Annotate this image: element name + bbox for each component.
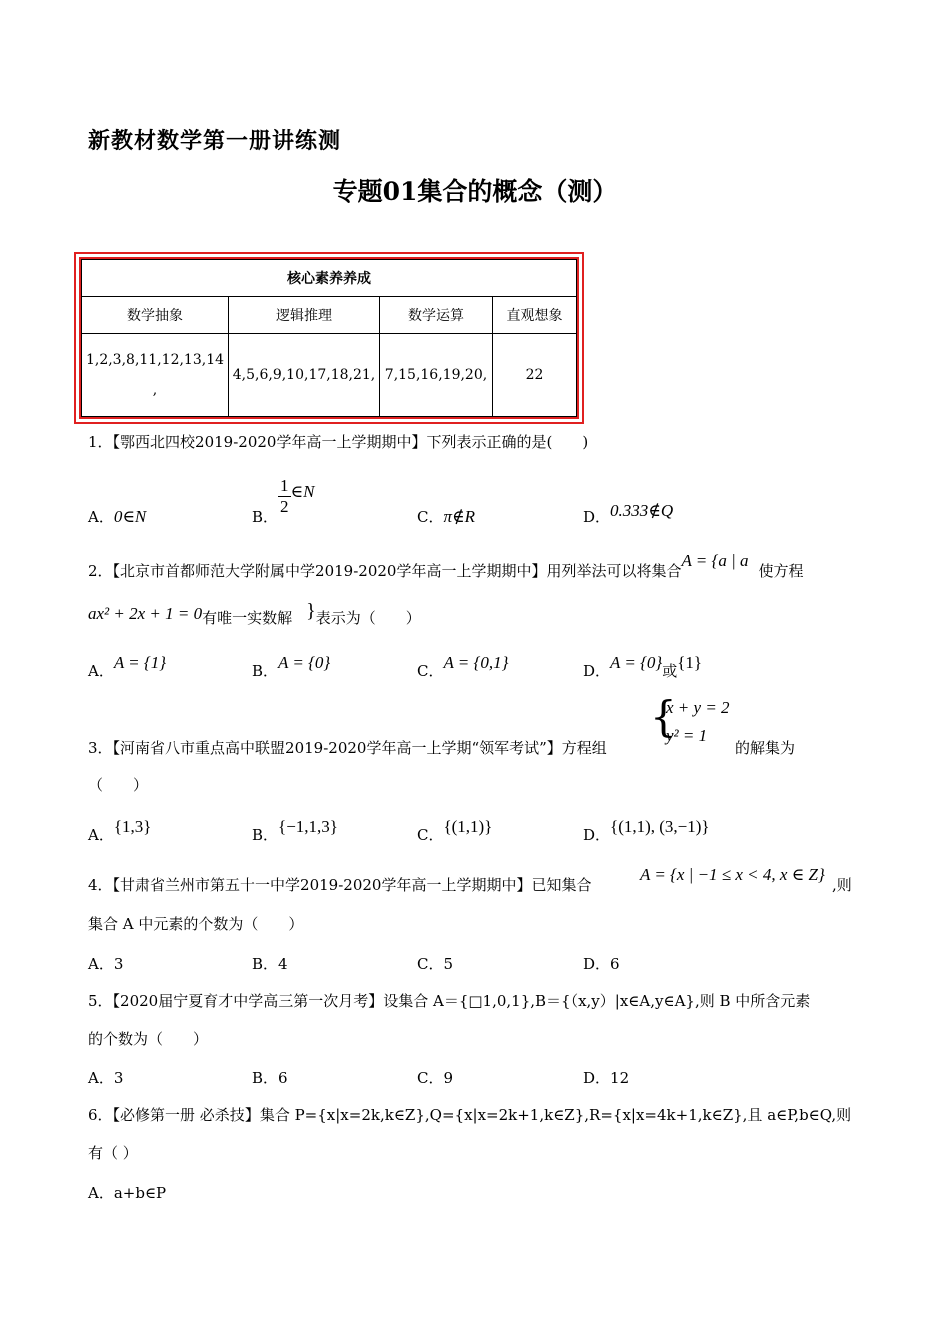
option-value: ∈N [290,482,315,501]
option-value: 12 [610,1069,630,1087]
q3-option-d[interactable] [583,816,710,844]
option-label: D． [583,508,611,526]
option-value: 3 [113,955,124,973]
q1-option-c[interactable] [417,506,475,527]
left-brace: { [650,692,677,741]
option-label: B． [252,955,279,973]
option-value: A = {0} [278,653,331,672]
option-label: D． [583,826,611,844]
option-label: B． [252,662,279,680]
option-label: D． [583,955,611,973]
q4-option-c[interactable] [417,953,453,974]
option-value: 3 [113,1069,124,1087]
question-4-stem-cont: ,则 [832,876,852,894]
q1-option-a[interactable] [88,506,146,527]
q2-option-a[interactable] [88,652,166,680]
option-label: C． [417,955,444,973]
question-3-stem: 3．【河南省八市重点高中联盟2019-2020学年高一上学期“领军考试”】方程组 [88,739,607,757]
option-label: C． [417,508,444,526]
option-value: 6 [610,955,620,973]
option-value: {−1,1,3} [278,817,338,836]
question-4-stem: 4．【甘肃省兰州市第五十一中学2019-2020学年高一上学期期中】已知集合 [88,876,592,894]
option-label: D． [583,662,611,680]
option-label: C． [417,662,444,680]
q5-option-c[interactable] [417,1067,453,1088]
option-value: A = {0} [610,653,663,672]
option-value: {1} [677,653,703,672]
close-brace: } [306,600,316,622]
option-label: A． [88,662,114,680]
option-label: C． [417,826,444,844]
q4-option-b[interactable] [252,953,288,974]
question-6-stem: 6．【必修第一册 必杀技】集合 P={x|x=2k,k∈Z},Q={x|x=2k+1,k∈Z},R={x|x=4k+1,k∈Z},且 a∈P,b∈Q,则 [88,1106,852,1124]
column-header: 逻辑推理 [229,297,380,334]
option-label: B． [252,826,279,844]
question-6-stem-line2: 有（ ） [88,1144,138,1162]
equation: ax² + 2x + 1 = 0 [88,604,203,623]
option-value: 6 [278,1069,288,1087]
q3-option-a[interactable] [88,816,152,844]
table-cell [82,334,229,417]
series-header: 新教材数学第一册讲练测 [88,128,342,154]
column-header: 直观想象 [493,297,577,334]
option-value: 0.333∉Q [610,501,674,520]
table-cell: 7,15,16,19,20, [380,334,493,417]
q5-option-a[interactable] [88,1067,123,1088]
option-value: 5 [443,955,454,973]
option-label: D． [583,1069,611,1087]
q3-option-c[interactable] [417,816,493,844]
stem-text: 表示为（ ） [315,609,421,627]
q1-option-d[interactable] [583,500,674,526]
option-label: B． [252,508,279,526]
stem-text: 2．【北京市首都师范大学附属中学2019-2020学年高一上学期期中】用列举法可以将集合 [88,562,682,580]
option-value: π∉R [443,507,475,526]
q6-option-a[interactable] [88,1182,166,1203]
table-cell: 4,5,6,9,10,17,18,21, [229,334,380,417]
option-text: 或 [662,662,678,680]
q2-option-d[interactable] [583,652,703,680]
cell-text-extra: , [152,382,158,398]
option-label: A． [88,955,114,973]
q4-option-a[interactable] [88,953,123,974]
stem-text: 使方程 [758,562,804,580]
option-value: {(1,1), (3,−1)} [610,817,710,836]
table-cell: 22 [493,334,577,417]
system-eq-1: x + y = 2 [666,698,730,717]
q5-option-b[interactable] [252,1067,288,1088]
option-label: A． [88,1184,114,1202]
q1-option-b[interactable] [252,476,314,527]
q4-option-d[interactable] [583,953,620,974]
q2-option-c[interactable] [417,652,509,680]
question-1-stem: 1．【鄂西北四校2019-2020学年高一上学期期中】下列表示正确的是( ) [88,433,589,451]
option-value: {(1,1)} [443,817,493,836]
question-5-stem-line2: 的个数为（ ） [88,1030,209,1048]
option-value: {1,3} [113,817,152,836]
question-2-stem-cont [88,600,421,629]
core-competency-table-frame [74,252,584,424]
question-2-stem [88,551,868,582]
page-title: 专题01集合的概念（测） [332,177,618,206]
question-3-paren: （ ） [88,776,149,794]
column-header: 数学运算 [380,297,493,334]
option-label: A． [88,826,114,844]
option-value: a+b∈P [113,1184,167,1202]
option-label: B． [252,1069,279,1087]
option-label: A． [88,1069,114,1087]
stem-text: 有唯一实数解 [202,609,293,627]
q2-option-b[interactable] [252,652,331,680]
q3-option-b[interactable] [252,816,338,844]
question-5-stem: 5．【2020届宁夏育才中学高三第一次月考】设集合 A＝{□1,0,1},B＝{（x,y）|x∈A,y∈A},则 B 中所含元素 [88,992,811,1010]
question-4-stem-line2: 集合 A 中元素的个数为（ ） [88,915,304,933]
core-competency-table [81,259,577,417]
option-value: 0∈N [113,507,147,526]
option-value: A = {0,1} [443,653,509,672]
system-eq-2: y² = 1 [666,726,708,745]
column-header: 数学抽象 [82,297,229,334]
option-label: C． [417,1069,444,1087]
set-expression: A = {a | a [681,551,749,570]
option-value: 4 [278,955,288,973]
question-3-stem-cont: 的解集为 [735,739,796,757]
q5-option-d[interactable] [583,1067,629,1088]
table-caption: 核心素养养成 [82,260,577,297]
option-label: A． [88,508,114,526]
option-value: A = {1} [113,653,166,672]
option-value: 9 [443,1069,454,1087]
cell-text: 1,2,3,8,11,12,13,14 [85,352,225,368]
fraction: $\frac{1}{2}$ [280,476,289,516]
set-expression: A = {x | −1 ≤ x < 4, x ∈ Z} [640,865,825,884]
